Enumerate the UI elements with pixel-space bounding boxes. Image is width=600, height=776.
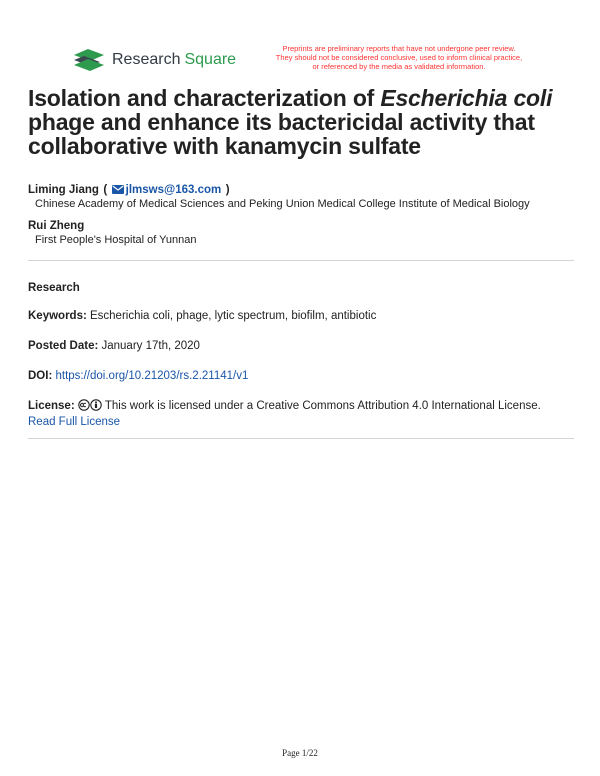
title-part-1: Isolation and characterization of xyxy=(28,85,381,111)
author-name: Rui Zheng xyxy=(28,220,85,232)
author-1 xyxy=(28,180,230,198)
author-email-link[interactable] xyxy=(112,184,222,196)
logo-wordmark xyxy=(112,50,236,70)
doi xyxy=(28,369,248,383)
paper-title xyxy=(28,86,576,158)
author-2-affiliation: First People's Hospital of Yunnan xyxy=(35,234,197,246)
article-type-label: Research xyxy=(28,282,80,294)
read-license-row xyxy=(28,415,120,429)
license-label: License: xyxy=(28,400,75,412)
research-square-logo-icon xyxy=(74,49,104,71)
author-name: Liming Jiang xyxy=(28,184,99,196)
preprint-disclaimer xyxy=(268,44,530,71)
disclaimer-line: They should not be considered conclusive, used to inform clinical practice, xyxy=(275,53,523,62)
page-number: Page 1/22 xyxy=(282,748,318,758)
doi-link[interactable]: https://doi.org/10.21203/rs.2.21141/v1 xyxy=(55,370,249,382)
license-text: This work is licensed under a Creative Commons Attribution 4.0 International License. xyxy=(101,400,541,412)
divider xyxy=(28,438,574,439)
envelope-icon xyxy=(112,185,124,194)
paren-close: ) xyxy=(225,184,230,196)
disclaimer-line: or referenced by the media as validated information. xyxy=(312,62,486,71)
article-type xyxy=(28,281,80,295)
posted-date-label: Posted Date: xyxy=(28,340,99,352)
paren-open: ( xyxy=(103,184,108,196)
logo-word-research: Research xyxy=(112,51,181,68)
by-icon xyxy=(90,399,102,411)
read-full-license-link[interactable]: Read Full License xyxy=(28,416,121,428)
keywords-label: Keywords: xyxy=(28,310,87,322)
doi-label: DOI: xyxy=(28,370,53,382)
divider xyxy=(28,260,574,261)
cc-icon xyxy=(78,399,90,411)
research-square-logo[interactable] xyxy=(74,47,236,73)
author-2 xyxy=(28,216,84,234)
author-1-affiliation: Chinese Academy of Medical Sciences and Peking Union Medical College Institute of Medical Biology xyxy=(35,198,530,210)
keywords-value: Escherichia coli, phage, lytic spectrum, biofilm, antibiotic xyxy=(86,310,377,322)
disclaimer-line: Preprints are preliminary reports that have not undergone peer review. xyxy=(282,44,516,53)
keywords xyxy=(28,309,376,323)
logo-word-square: Square xyxy=(184,51,237,68)
title-species: Escherichia coli xyxy=(380,85,553,111)
posted-date xyxy=(28,339,200,353)
posted-date-value: January 17th, 2020 xyxy=(98,340,200,352)
license xyxy=(28,399,541,413)
author-email: jlmsws@163.com xyxy=(125,184,222,196)
title-part-2: phage and enhance its bactericidal activity that collaborative with kanamycin sulfate xyxy=(28,109,535,159)
